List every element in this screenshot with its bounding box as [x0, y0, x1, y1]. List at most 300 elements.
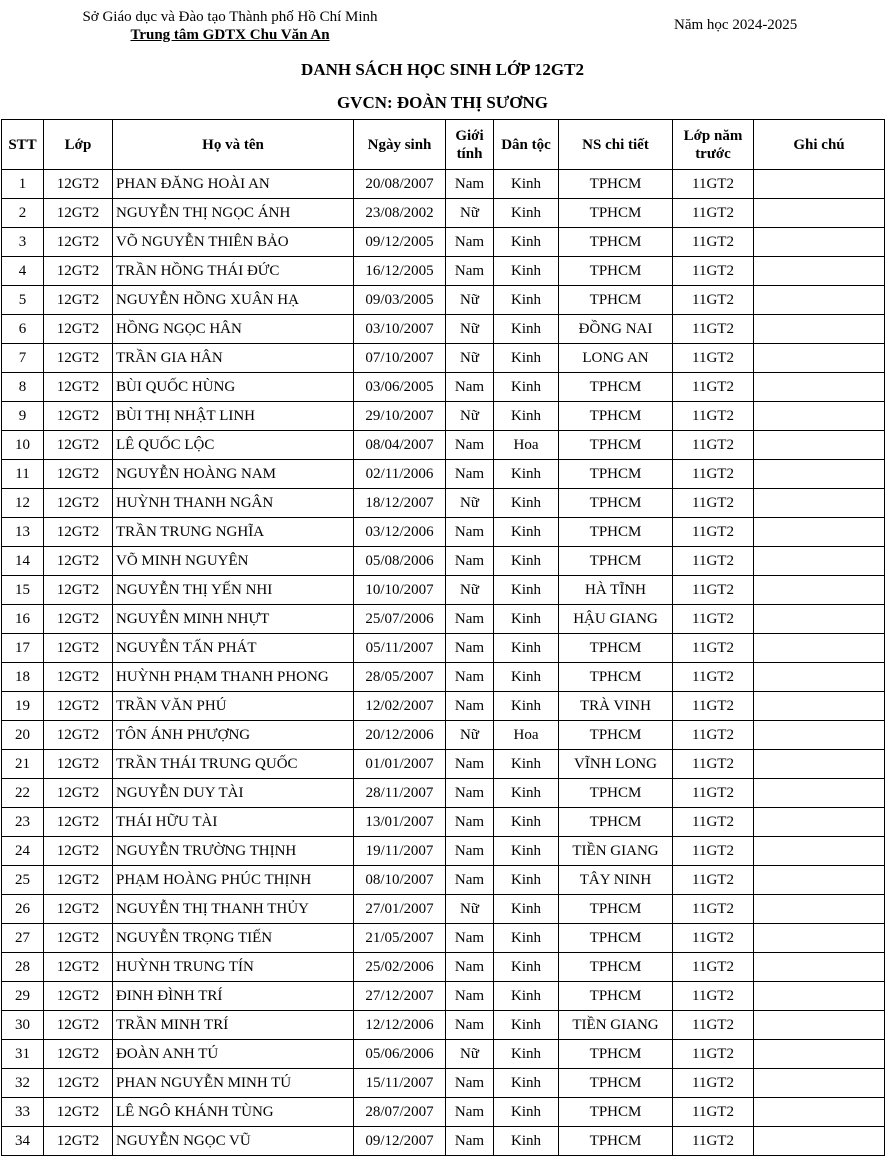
gender-cell: Nữ — [446, 721, 494, 750]
class-cell: 12GT2 — [44, 402, 113, 431]
previous-class-cell: 11GT2 — [673, 431, 754, 460]
birthplace-cell: TÂY NINH — [559, 866, 673, 895]
birthplace-cell: TPHCM — [559, 286, 673, 315]
gender-cell: Nam — [446, 228, 494, 257]
birthplace-cell: ĐỒNG NAI — [559, 315, 673, 344]
stt-cell: 4 — [2, 257, 44, 286]
birthplace-cell: TPHCM — [559, 953, 673, 982]
stt-cell: 9 — [2, 402, 44, 431]
class-cell: 12GT2 — [44, 866, 113, 895]
birth-date-cell: 18/12/2007 — [354, 489, 446, 518]
class-cell: 12GT2 — [44, 808, 113, 837]
notes-cell — [754, 895, 885, 924]
ethnicity-cell: Kinh — [494, 924, 559, 953]
stt-cell: 8 — [2, 373, 44, 402]
notes-cell — [754, 808, 885, 837]
birthplace-cell: TPHCM — [559, 402, 673, 431]
table-row — [2, 953, 885, 982]
stt-cell: 3 — [2, 228, 44, 257]
class-cell: 12GT2 — [44, 199, 113, 228]
previous-class-cell: 11GT2 — [673, 257, 754, 286]
class-cell: 12GT2 — [44, 344, 113, 373]
birthplace-cell: TPHCM — [559, 199, 673, 228]
ethnicity-cell: Kinh — [494, 489, 559, 518]
previous-class-cell: 11GT2 — [673, 808, 754, 837]
stt-cell: 32 — [2, 1069, 44, 1098]
table-row — [2, 779, 885, 808]
ethnicity-cell: Kinh — [494, 257, 559, 286]
ethnicity-cell: Kinh — [494, 692, 559, 721]
birth-date-cell: 27/01/2007 — [354, 895, 446, 924]
ethnicity-cell: Kinh — [494, 1127, 559, 1156]
class-cell: 12GT2 — [44, 750, 113, 779]
gender-cell: Nam — [446, 663, 494, 692]
birth-date-cell: 12/12/2006 — [354, 1011, 446, 1040]
notes-cell — [754, 866, 885, 895]
class-cell: 12GT2 — [44, 837, 113, 866]
class-cell: 12GT2 — [44, 779, 113, 808]
gender-cell: Nam — [446, 866, 494, 895]
birth-date-cell: 08/10/2007 — [354, 866, 446, 895]
full-name-cell: VÕ NGUYỄN THIÊN BẢO — [113, 228, 354, 257]
birthplace-cell: TPHCM — [559, 228, 673, 257]
previous-class-cell: 11GT2 — [673, 489, 754, 518]
full-name-cell: NGUYỄN HOÀNG NAM — [113, 460, 354, 489]
ethnicity-cell: Kinh — [494, 460, 559, 489]
homeroom-teacher: GVCN: ĐOÀN THỊ SƯƠNG — [336, 93, 549, 112]
previous-class-cell: 11GT2 — [673, 721, 754, 750]
class-cell: 12GT2 — [44, 605, 113, 634]
table-row — [2, 431, 885, 460]
birth-date-cell: 09/03/2005 — [354, 286, 446, 315]
col-header-ethnicity: Dân tộc — [494, 120, 559, 170]
gender-cell: Nam — [446, 982, 494, 1011]
stt-cell: 28 — [2, 953, 44, 982]
ethnicity-cell: Kinh — [494, 1011, 559, 1040]
ethnicity-cell: Kinh — [494, 953, 559, 982]
ethnicity-cell: Kinh — [494, 1098, 559, 1127]
table-row — [2, 199, 885, 228]
class-cell: 12GT2 — [44, 1127, 113, 1156]
previous-class-cell: 11GT2 — [673, 663, 754, 692]
full-name-cell: PHAN NGUYỄN MINH TÚ — [113, 1069, 354, 1098]
previous-class-cell: 11GT2 — [673, 373, 754, 402]
birthplace-cell: TPHCM — [559, 982, 673, 1011]
birthplace-cell: HÀ TĨNH — [559, 576, 673, 605]
table-row — [2, 373, 885, 402]
birthplace-cell: TPHCM — [559, 1127, 673, 1156]
stt-cell: 6 — [2, 315, 44, 344]
notes-cell — [754, 1127, 885, 1156]
ethnicity-cell: Kinh — [494, 866, 559, 895]
ethnicity-cell: Kinh — [494, 228, 559, 257]
birth-date-cell: 03/06/2005 — [354, 373, 446, 402]
col-header-previous-class: Lớp năm trước — [673, 120, 754, 170]
ethnicity-cell: Kinh — [494, 373, 559, 402]
birthplace-cell: TPHCM — [559, 634, 673, 663]
birth-date-cell: 09/12/2005 — [354, 228, 446, 257]
table-row — [2, 460, 885, 489]
gender-cell: Nam — [446, 1069, 494, 1098]
gender-cell: Nữ — [446, 576, 494, 605]
gender-cell: Nam — [446, 431, 494, 460]
page-title: DANH SÁCH HỌC SINH LỚP 12GT2 — [301, 60, 584, 79]
ethnicity-cell: Kinh — [494, 605, 559, 634]
birth-date-cell: 27/12/2007 — [354, 982, 446, 1011]
stt-cell: 33 — [2, 1098, 44, 1127]
full-name-cell: LÊ NGÔ KHÁNH TÙNG — [113, 1098, 354, 1127]
gender-cell: Nam — [446, 634, 494, 663]
table-row — [2, 257, 885, 286]
full-name-cell: NGUYỄN THỊ THANH THỦY — [113, 895, 354, 924]
full-name-cell: HUỲNH TRUNG TÍN — [113, 953, 354, 982]
ethnicity-cell: Kinh — [494, 1069, 559, 1098]
department-name: Sở Giáo dục và Đào tạo Thành phố Hồ Chí Minh — [82, 9, 378, 25]
gender-cell: Nam — [446, 953, 494, 982]
ethnicity-cell: Kinh — [494, 663, 559, 692]
table-row — [2, 808, 885, 837]
stt-cell: 15 — [2, 576, 44, 605]
birth-date-cell: 03/12/2006 — [354, 518, 446, 547]
birth-date-cell: 13/01/2007 — [354, 808, 446, 837]
full-name-cell: NGUYỄN NGỌC VŨ — [113, 1127, 354, 1156]
notes-cell — [754, 1069, 885, 1098]
table-header-row — [2, 120, 885, 170]
birth-date-cell: 05/08/2006 — [354, 547, 446, 576]
class-cell: 12GT2 — [44, 286, 113, 315]
stt-cell: 21 — [2, 750, 44, 779]
birth-date-cell: 05/11/2007 — [354, 634, 446, 663]
stt-cell: 7 — [2, 344, 44, 373]
birth-date-cell: 01/01/2007 — [354, 750, 446, 779]
full-name-cell: VÕ MINH NGUYÊN — [113, 547, 354, 576]
notes-cell — [754, 953, 885, 982]
previous-class-cell: 11GT2 — [673, 692, 754, 721]
birthplace-cell: VĨNH LONG — [559, 750, 673, 779]
table-row — [2, 663, 885, 692]
birthplace-cell: TPHCM — [559, 460, 673, 489]
stt-cell: 18 — [2, 663, 44, 692]
notes-cell — [754, 982, 885, 1011]
birth-date-cell: 28/11/2007 — [354, 779, 446, 808]
full-name-cell: ĐOÀN ANH TÚ — [113, 1040, 354, 1069]
previous-class-cell: 11GT2 — [673, 228, 754, 257]
ethnicity-cell: Kinh — [494, 808, 559, 837]
birth-date-cell: 10/10/2007 — [354, 576, 446, 605]
ethnicity-cell: Kinh — [494, 518, 559, 547]
class-cell: 12GT2 — [44, 576, 113, 605]
class-cell: 12GT2 — [44, 257, 113, 286]
notes-cell — [754, 228, 885, 257]
notes-cell — [754, 257, 885, 286]
stt-cell: 34 — [2, 1127, 44, 1156]
table-row — [2, 286, 885, 315]
birthplace-cell: TPHCM — [559, 489, 673, 518]
previous-class-cell: 11GT2 — [673, 895, 754, 924]
class-cell: 12GT2 — [44, 895, 113, 924]
full-name-cell: BÙI THỊ NHẬT LINH — [113, 402, 354, 431]
stt-cell: 30 — [2, 1011, 44, 1040]
previous-class-cell: 11GT2 — [673, 982, 754, 1011]
ethnicity-cell: Kinh — [494, 576, 559, 605]
previous-class-cell: 11GT2 — [673, 1011, 754, 1040]
class-cell: 12GT2 — [44, 924, 113, 953]
birthplace-cell: HẬU GIANG — [559, 605, 673, 634]
ethnicity-cell: Kinh — [494, 286, 559, 315]
gender-cell: Nam — [446, 750, 494, 779]
birth-date-cell: 02/11/2006 — [354, 460, 446, 489]
class-cell: 12GT2 — [44, 431, 113, 460]
stt-cell: 1 — [2, 170, 44, 199]
table-row — [2, 924, 885, 953]
table-row — [2, 1011, 885, 1040]
class-cell: 12GT2 — [44, 663, 113, 692]
class-cell: 12GT2 — [44, 1098, 113, 1127]
notes-cell — [754, 1040, 885, 1069]
table-row — [2, 489, 885, 518]
gender-cell: Nam — [446, 808, 494, 837]
notes-cell — [754, 315, 885, 344]
full-name-cell: TRẦN TRUNG NGHĨA — [113, 518, 354, 547]
table-row — [2, 692, 885, 721]
ethnicity-cell: Kinh — [494, 895, 559, 924]
ethnicity-cell: Hoa — [494, 431, 559, 460]
center-name: Trung tâm GDTX Chu Văn An — [130, 27, 330, 43]
notes-cell — [754, 286, 885, 315]
previous-class-cell: 11GT2 — [673, 634, 754, 663]
ethnicity-cell: Kinh — [494, 199, 559, 228]
gender-cell: Nam — [446, 779, 494, 808]
birth-date-cell: 21/05/2007 — [354, 924, 446, 953]
gender-cell: Nam — [446, 924, 494, 953]
gender-cell: Nam — [446, 1127, 494, 1156]
previous-class-cell: 11GT2 — [673, 1127, 754, 1156]
full-name-cell: HUỲNH PHẠM THANH PHONG — [113, 663, 354, 692]
notes-cell — [754, 1098, 885, 1127]
class-cell: 12GT2 — [44, 373, 113, 402]
ethnicity-cell: Kinh — [494, 344, 559, 373]
full-name-cell: PHẠM HOÀNG PHÚC THỊNH — [113, 866, 354, 895]
ethnicity-cell: Kinh — [494, 837, 559, 866]
table-row — [2, 750, 885, 779]
stt-cell: 13 — [2, 518, 44, 547]
gender-cell: Nữ — [446, 489, 494, 518]
stt-cell: 5 — [2, 286, 44, 315]
birth-date-cell: 25/07/2006 — [354, 605, 446, 634]
class-cell: 12GT2 — [44, 692, 113, 721]
birth-date-cell: 15/11/2007 — [354, 1069, 446, 1098]
notes-cell — [754, 924, 885, 953]
full-name-cell: HUỲNH THANH NGÂN — [113, 489, 354, 518]
gender-cell: Nam — [446, 605, 494, 634]
birth-date-cell: 28/05/2007 — [354, 663, 446, 692]
stt-cell: 19 — [2, 692, 44, 721]
birth-date-cell: 28/07/2007 — [354, 1098, 446, 1127]
table-row — [2, 1127, 885, 1156]
full-name-cell: TRẦN THÁI TRUNG QUỐC — [113, 750, 354, 779]
notes-cell — [754, 576, 885, 605]
birthplace-cell: TRÀ VINH — [559, 692, 673, 721]
full-name-cell: NGUYỄN MINH NHỰT — [113, 605, 354, 634]
stt-cell: 27 — [2, 924, 44, 953]
stt-cell: 12 — [2, 489, 44, 518]
full-name-cell: THÁI HỮU TÀI — [113, 808, 354, 837]
full-name-cell: BÙI QUỐC HÙNG — [113, 373, 354, 402]
notes-cell — [754, 199, 885, 228]
birth-date-cell: 09/12/2007 — [354, 1127, 446, 1156]
birthplace-cell: TPHCM — [559, 431, 673, 460]
previous-class-cell: 11GT2 — [673, 779, 754, 808]
class-cell: 12GT2 — [44, 953, 113, 982]
stt-cell: 2 — [2, 199, 44, 228]
notes-cell — [754, 518, 885, 547]
ethnicity-cell: Kinh — [494, 315, 559, 344]
previous-class-cell: 11GT2 — [673, 1040, 754, 1069]
notes-cell — [754, 750, 885, 779]
table-row — [2, 634, 885, 663]
class-cell: 12GT2 — [44, 721, 113, 750]
previous-class-cell: 11GT2 — [673, 605, 754, 634]
stt-cell: 16 — [2, 605, 44, 634]
birthplace-cell: TPHCM — [559, 1040, 673, 1069]
table-row — [2, 402, 885, 431]
gender-cell: Nam — [446, 257, 494, 286]
full-name-cell: NGUYỄN THỊ YẾN NHI — [113, 576, 354, 605]
gender-cell: Nam — [446, 1098, 494, 1127]
previous-class-cell: 11GT2 — [673, 315, 754, 344]
table-row — [2, 170, 885, 199]
previous-class-cell: 11GT2 — [673, 460, 754, 489]
stt-cell: 20 — [2, 721, 44, 750]
stt-cell: 10 — [2, 431, 44, 460]
birth-date-cell: 03/10/2007 — [354, 315, 446, 344]
full-name-cell: TRẦN VĂN PHÚ — [113, 692, 354, 721]
class-cell: 12GT2 — [44, 982, 113, 1011]
birthplace-cell: TPHCM — [559, 373, 673, 402]
previous-class-cell: 11GT2 — [673, 402, 754, 431]
table-row — [2, 605, 885, 634]
birthplace-cell: TPHCM — [559, 1069, 673, 1098]
birthplace-cell: TPHCM — [559, 779, 673, 808]
table-row — [2, 576, 885, 605]
birth-date-cell: 05/06/2006 — [354, 1040, 446, 1069]
birthplace-cell: TIỀN GIANG — [559, 837, 673, 866]
class-cell: 12GT2 — [44, 547, 113, 576]
table-row — [2, 721, 885, 750]
class-cell: 12GT2 — [44, 634, 113, 663]
gender-cell: Nữ — [446, 286, 494, 315]
full-name-cell: TÔN ÁNH PHƯỢNG — [113, 721, 354, 750]
class-cell: 12GT2 — [44, 1011, 113, 1040]
full-name-cell: TRẦN GIA HÂN — [113, 344, 354, 373]
stt-cell: 31 — [2, 1040, 44, 1069]
notes-cell — [754, 634, 885, 663]
notes-cell — [754, 1011, 885, 1040]
birthplace-cell: TPHCM — [559, 547, 673, 576]
ethnicity-cell: Kinh — [494, 982, 559, 1011]
table-row — [2, 547, 885, 576]
birth-date-cell: 25/02/2006 — [354, 953, 446, 982]
table-row — [2, 1098, 885, 1127]
full-name-cell: TRẦN HỒNG THÁI ĐỨC — [113, 257, 354, 286]
notes-cell — [754, 547, 885, 576]
notes-cell — [754, 402, 885, 431]
stt-cell: 23 — [2, 808, 44, 837]
class-cell: 12GT2 — [44, 1069, 113, 1098]
previous-class-cell: 11GT2 — [673, 576, 754, 605]
class-cell: 12GT2 — [44, 170, 113, 199]
birthplace-cell: TPHCM — [559, 808, 673, 837]
birth-date-cell: 08/04/2007 — [354, 431, 446, 460]
birthplace-cell: LONG AN — [559, 344, 673, 373]
previous-class-cell: 11GT2 — [673, 344, 754, 373]
birthplace-cell: TPHCM — [559, 518, 673, 547]
notes-cell — [754, 605, 885, 634]
stt-cell: 22 — [2, 779, 44, 808]
stt-cell: 14 — [2, 547, 44, 576]
stt-cell: 17 — [2, 634, 44, 663]
previous-class-cell: 11GT2 — [673, 518, 754, 547]
table-row — [2, 518, 885, 547]
notes-cell — [754, 344, 885, 373]
birthplace-cell: TPHCM — [559, 257, 673, 286]
stt-cell: 29 — [2, 982, 44, 1011]
full-name-cell: NGUYỄN HỒNG XUÂN HẠ — [113, 286, 354, 315]
gender-cell: Nam — [446, 460, 494, 489]
previous-class-cell: 11GT2 — [673, 170, 754, 199]
table-row — [2, 982, 885, 1011]
birthplace-cell: TPHCM — [559, 663, 673, 692]
previous-class-cell: 11GT2 — [673, 866, 754, 895]
gender-cell: Nam — [446, 373, 494, 402]
notes-cell — [754, 170, 885, 199]
col-header-birth-date: Ngày sinh — [354, 120, 446, 170]
table-row — [2, 228, 885, 257]
school-year: Năm học 2024-2025 — [674, 17, 798, 33]
birth-date-cell: 20/12/2006 — [354, 721, 446, 750]
col-header-notes: Ghi chú — [754, 120, 885, 170]
notes-cell — [754, 721, 885, 750]
notes-cell — [754, 837, 885, 866]
birth-date-cell: 19/11/2007 — [354, 837, 446, 866]
gender-cell: Nam — [446, 547, 494, 576]
ethnicity-cell: Kinh — [494, 779, 559, 808]
gender-cell: Nam — [446, 692, 494, 721]
birthplace-cell: TPHCM — [559, 895, 673, 924]
table-row — [2, 866, 885, 895]
birthplace-cell: TPHCM — [559, 1098, 673, 1127]
gender-cell: Nam — [446, 170, 494, 199]
stt-cell: 11 — [2, 460, 44, 489]
table-row — [2, 895, 885, 924]
birth-date-cell: 23/08/2002 — [354, 199, 446, 228]
notes-cell — [754, 431, 885, 460]
col-header-birthplace: NS chi tiết — [559, 120, 673, 170]
col-header-class: Lớp — [44, 120, 113, 170]
class-cell: 12GT2 — [44, 518, 113, 547]
gender-cell: Nữ — [446, 199, 494, 228]
full-name-cell: TRẦN MINH TRÍ — [113, 1011, 354, 1040]
gender-cell: Nữ — [446, 344, 494, 373]
ethnicity-cell: Kinh — [494, 1040, 559, 1069]
previous-class-cell: 11GT2 — [673, 953, 754, 982]
notes-cell — [754, 489, 885, 518]
gender-cell: Nữ — [446, 402, 494, 431]
previous-class-cell: 11GT2 — [673, 837, 754, 866]
birth-date-cell: 29/10/2007 — [354, 402, 446, 431]
birth-date-cell: 12/02/2007 — [354, 692, 446, 721]
full-name-cell: NGUYỄN DUY TÀI — [113, 779, 354, 808]
